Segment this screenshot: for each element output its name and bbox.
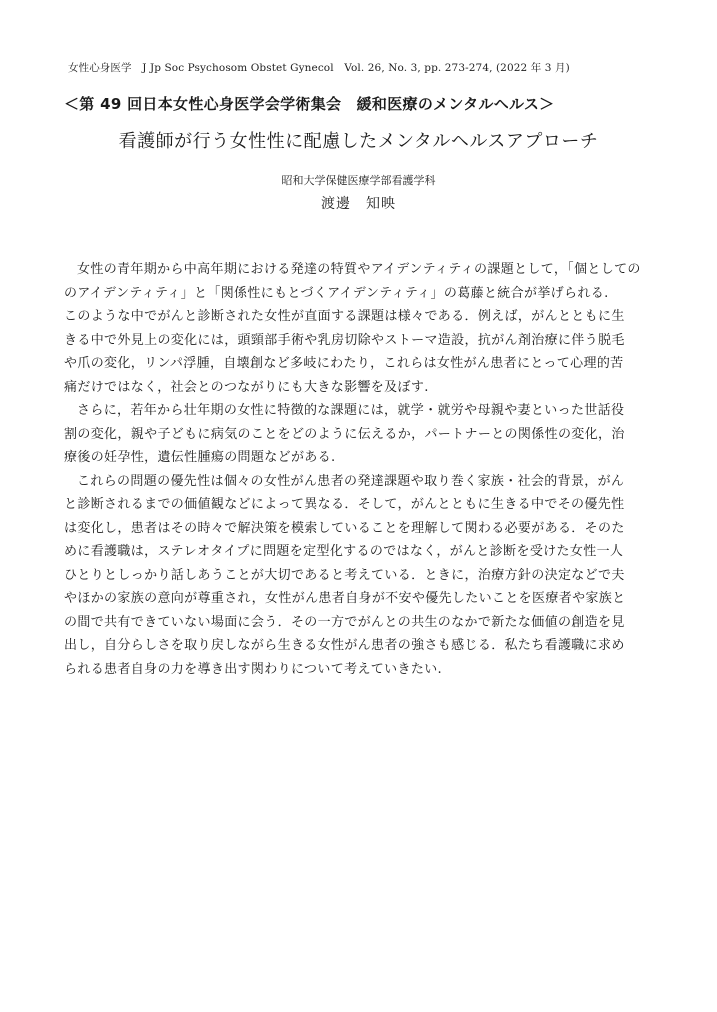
body-line: や爪の変化，リンパ浮腫，自壊創など多岐にわたり，これらは女性がん患者にとって心理的苦 (64, 356, 624, 371)
body-line: ひとりとしっかり話しあうことが大切であると考えている．ときに，治療方針の決定などで夫 (64, 567, 625, 583)
body-line: 出し，自分らしさを取り戻しながら生きる女性がん患者の強さも感じる．私たち看護職に求め (64, 638, 625, 653)
body-line: やほかの家族の意向が尊重され，女性がん患者自身が不安や優先したいことを医療者や家族と (64, 591, 626, 606)
body-line: これらの問題の優先性は個々の女性がん患者の発達課題や取り巻く家族・社会的背景，がん (77, 473, 625, 489)
body-line: の間で共有できていない場面に会う．その一方でがんとの共生のなかで新たな価値の創造を見 (64, 614, 625, 630)
body-line: のアイデンティティ」と「関係性にもとづくアイデンティティ」の葛藤と統合が挙げられる. (64, 285, 609, 301)
body-line: は変化し，患者はその時々で解決策を模索していることを理解して関わる必要がある．そのた (64, 520, 625, 536)
body-line: 療後の妊孕性，遺伝性腫瘍の問題などがある. (64, 450, 336, 465)
body-line: と診断されるまでの価値観などによって異なる．そして，がんとともに生きる中でその優先性 (64, 497, 625, 512)
body-line: 痛だけではなく，社会とのつながりにも大きな影響を及ぼす. (64, 379, 429, 395)
session-title: ＜第 49 回日本女性心身医学会学術集会 緩和医療のメンタルヘルス＞ (64, 95, 555, 113)
body-line: さらに，若年から壮年期の女性に特徴的な課題には，就学・就労や母親や妻といった世話役 (77, 403, 625, 418)
author-affiliation: 昭和大学保健医療学部看護学科 (281, 174, 436, 187)
body-line: めに看護職は，ステレオタイプに問題を定型化するのではなく，がんと診断を受けた女性一人 (64, 544, 624, 559)
article-title: 看護師が行う女性性に配慮したメンタルヘルスアプローチ (118, 131, 599, 152)
article-body (64, 258, 664, 681)
journal-header: 女性心身医学 J Jp Soc Psychosom Obstet Gynecol Vol. 26, No. 3, pp. 273-274, (2022 年 3 月) (68, 62, 570, 74)
body-line: 女性の青年期から中高年期における発達の特質やアイデンティティの課題として，「個としての (77, 262, 641, 277)
body-line: 割の変化，親や子どもに病気のことをどのように伝えるか，パートナーとの関係性の変化，治 (64, 426, 625, 442)
body-line: られる患者自身の力を導き出す関わりについて考えていきたい. (64, 661, 443, 677)
body-line: このような中でがんと診断された女性が直面する課題は様々である．例えば，がんとともに生 (64, 309, 625, 324)
author-name: 渡邊 知映 (321, 196, 396, 212)
body-line: きる中で外見上の変化には，頭頸部手術や乳房切除やストーマ造設，抗がん剤治療に伴う脱毛 (64, 332, 625, 348)
